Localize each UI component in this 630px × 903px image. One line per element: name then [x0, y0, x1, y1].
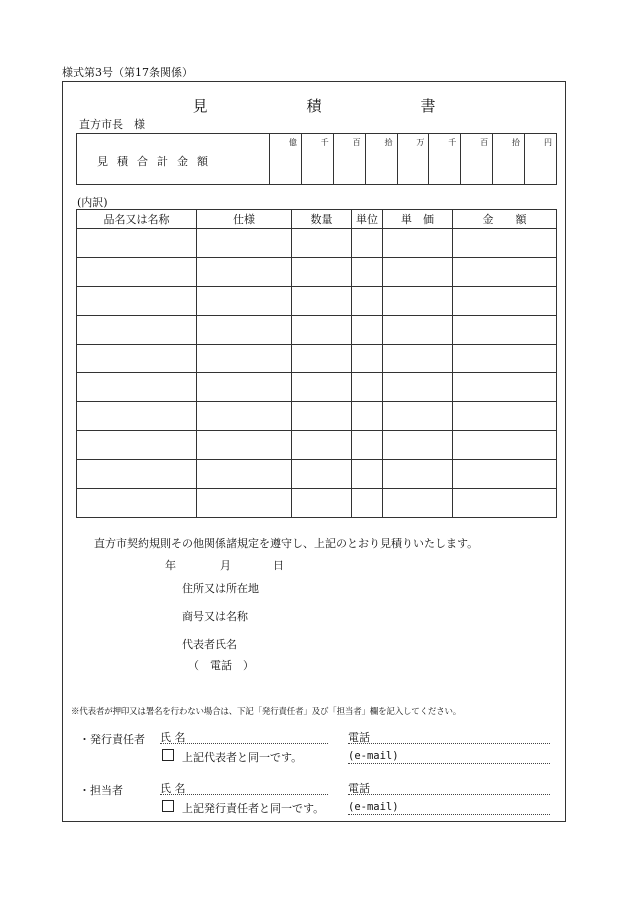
total-amount-table [76, 133, 557, 185]
item-cell[interactable] [197, 286, 292, 315]
addressee: 直方市長 様 [79, 118, 145, 131]
address-field[interactable]: 住所又は所在地 [182, 582, 259, 595]
item-cell[interactable] [292, 373, 352, 402]
item-row [77, 229, 557, 258]
item-cell[interactable] [292, 315, 352, 344]
item-cell[interactable] [352, 489, 383, 518]
item-cell[interactable] [453, 344, 557, 373]
person-same-text: 上記発行責任者と同一です。 [182, 802, 325, 815]
item-cell[interactable] [197, 229, 292, 258]
digit-cell[interactable]: 百 [333, 134, 365, 185]
digit-cell[interactable]: 億 [270, 134, 302, 185]
item-cell[interactable] [77, 286, 197, 315]
signature-note: ※代表者が押印又は署名を行わない場合は、下記「発行責任者」及び「担当者」欄を記入してください。 [71, 707, 462, 717]
items-table [76, 209, 557, 518]
item-row [77, 402, 557, 431]
person-same-checkbox[interactable] [162, 800, 174, 812]
item-cell[interactable] [197, 489, 292, 518]
item-cell[interactable] [292, 460, 352, 489]
issuer-email-field[interactable] [348, 749, 550, 764]
item-rows [77, 229, 557, 518]
date-row [165, 557, 284, 573]
item-cell[interactable] [352, 373, 383, 402]
item-cell[interactable] [77, 373, 197, 402]
digit-cell[interactable]: 千 [429, 134, 461, 185]
month-label[interactable]: 月 [220, 559, 231, 572]
digit-cell[interactable]: 拾 [493, 134, 525, 185]
item-cell[interactable] [383, 257, 453, 286]
item-cell[interactable] [77, 431, 197, 460]
person-email-field[interactable] [348, 800, 550, 815]
item-cell[interactable] [77, 257, 197, 286]
item-cell[interactable] [383, 489, 453, 518]
item-cell[interactable] [453, 460, 557, 489]
representative-field[interactable]: 代表者氏名 [182, 638, 237, 651]
item-cell[interactable] [197, 460, 292, 489]
year-label[interactable]: 年 [165, 559, 176, 572]
item-row [77, 315, 557, 344]
issuer-same-checkbox[interactable] [162, 749, 174, 761]
issuer-label: ・発行責任者 [79, 733, 145, 746]
item-cell[interactable] [453, 286, 557, 315]
column-header: 単 価 [383, 210, 453, 229]
item-cell[interactable] [77, 460, 197, 489]
item-cell[interactable] [453, 373, 557, 402]
item-cell[interactable] [197, 402, 292, 431]
issuer-email-label: (e-mail) [348, 750, 399, 762]
digit-cell[interactable]: 円 [525, 134, 557, 185]
item-cell[interactable] [383, 229, 453, 258]
item-cell[interactable] [383, 315, 453, 344]
issuer-name-field[interactable] [160, 729, 328, 744]
column-header: 単位 [352, 210, 383, 229]
item-row [77, 489, 557, 518]
item-cell[interactable] [292, 286, 352, 315]
column-header: 数量 [292, 210, 352, 229]
statement-text: 直方市契約規則その他関係諸規定を遵守し、上記のとおり見積りいたします。 [94, 537, 479, 550]
item-cell[interactable] [383, 286, 453, 315]
item-cell[interactable] [292, 402, 352, 431]
person-name-label: 氏 名 [160, 782, 186, 795]
item-cell[interactable] [453, 229, 557, 258]
issuer-phone-field[interactable] [348, 729, 550, 744]
breakdown-label: (内訳) [77, 196, 108, 209]
person-phone-field[interactable] [348, 780, 550, 795]
item-cell[interactable] [453, 489, 557, 518]
item-cell[interactable] [292, 229, 352, 258]
item-row [77, 373, 557, 402]
item-cell[interactable] [292, 257, 352, 286]
item-row [77, 257, 557, 286]
phone-field[interactable]: （ 電話 ） [188, 659, 254, 672]
digit-cell[interactable]: 百 [461, 134, 493, 185]
issuer-same-text: 上記代表者と同一です。 [182, 751, 303, 764]
item-cell[interactable] [352, 315, 383, 344]
item-cell[interactable] [77, 489, 197, 518]
item-cell[interactable] [292, 431, 352, 460]
item-cell[interactable] [383, 460, 453, 489]
digit-cell[interactable]: 千 [301, 134, 333, 185]
item-cell[interactable] [383, 373, 453, 402]
item-cell[interactable] [383, 344, 453, 373]
item-cell[interactable] [352, 344, 383, 373]
column-header: 金 額 [453, 210, 557, 229]
digit-cell[interactable]: 万 [397, 134, 429, 185]
item-cell[interactable] [352, 460, 383, 489]
item-cell[interactable] [77, 315, 197, 344]
item-cell[interactable] [77, 229, 197, 258]
item-cell[interactable] [197, 315, 292, 344]
item-cell[interactable] [197, 344, 292, 373]
item-cell[interactable] [453, 257, 557, 286]
company-field[interactable]: 商号又は名称 [182, 610, 248, 623]
column-header: 品名又は名称 [77, 210, 197, 229]
item-cell[interactable] [77, 402, 197, 431]
issuer-name-label: 氏 名 [160, 731, 186, 744]
item-cell[interactable] [197, 257, 292, 286]
item-cell[interactable] [352, 431, 383, 460]
item-cell[interactable] [383, 402, 453, 431]
item-cell[interactable] [292, 344, 352, 373]
person-name-field[interactable] [160, 780, 328, 795]
form-number-label: 様式第3号（第17条関係） [62, 66, 193, 79]
item-cell[interactable] [352, 257, 383, 286]
item-cell[interactable] [352, 286, 383, 315]
item-cell[interactable] [352, 402, 383, 431]
person-phone-label: 電話 [348, 782, 370, 795]
item-cell[interactable] [77, 344, 197, 373]
item-row [77, 344, 557, 373]
document-title: 見 積 書 [192, 97, 478, 115]
day-label[interactable]: 日 [273, 559, 284, 572]
person-email-label: (e-mail) [348, 801, 399, 813]
item-row [77, 460, 557, 489]
item-row [77, 431, 557, 460]
item-cell[interactable] [197, 431, 292, 460]
person-in-charge-label: ・担当者 [79, 784, 123, 797]
digit-cell[interactable]: 拾 [365, 134, 397, 185]
item-cell[interactable] [383, 431, 453, 460]
item-cell[interactable] [352, 229, 383, 258]
total-amount-label: 見積合計金額 [77, 134, 270, 185]
issuer-phone-label: 電話 [348, 731, 370, 744]
item-cell[interactable] [197, 373, 292, 402]
item-cell[interactable] [453, 402, 557, 431]
item-cell[interactable] [292, 489, 352, 518]
item-cell[interactable] [453, 315, 557, 344]
column-header: 仕様 [197, 210, 292, 229]
item-cell[interactable] [453, 431, 557, 460]
item-row [77, 286, 557, 315]
